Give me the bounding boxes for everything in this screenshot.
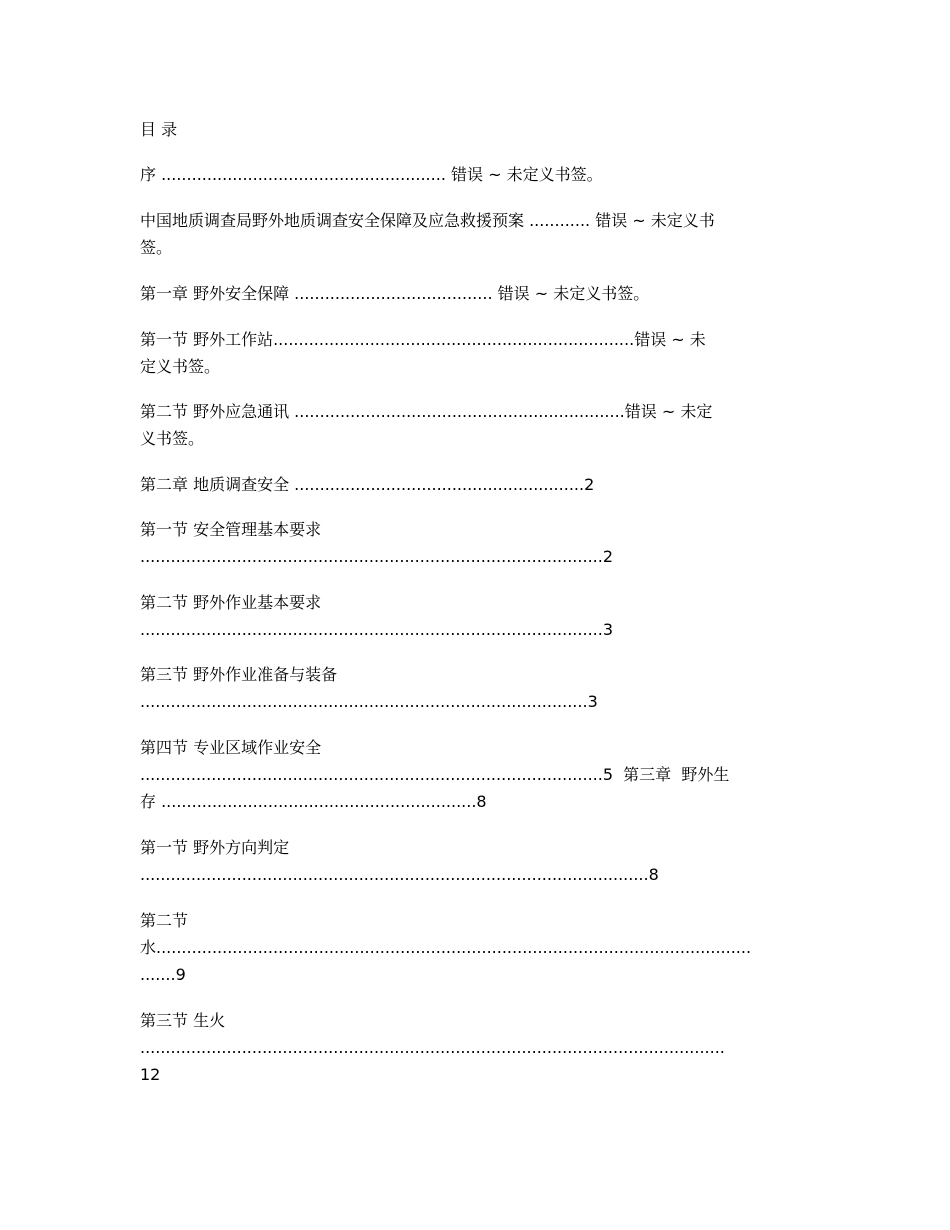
toc-entry-ch3-sec3[interactable]: 第三节 生火 [140, 1011, 226, 1030]
toc-entry-ch3-sec3-leader: ................................................................................................................... [140, 1038, 725, 1057]
toc-entry-chapter3-cont[interactable]: 存 ..............................................................8 [140, 792, 487, 811]
toc-entry-ch1-sec2[interactable]: 第二节 野外应急通讯 .................................................................错误 ~ 未定 [140, 402, 713, 421]
toc-entry-ch3-sec3-page: 12 [140, 1065, 161, 1084]
toc-entry-ch1-sec1-cont: 定义书签。 [140, 357, 221, 376]
toc-entry-ch2-sec1[interactable]: 第一节 安全管理基本要求 [140, 520, 322, 539]
toc-entry-ch2-sec2-leader: ...........................................................................................3 [140, 620, 613, 639]
toc-entry-ch2-sec1-leader: ...........................................................................................2 [140, 547, 613, 566]
toc-heading: 目 录 [140, 120, 178, 139]
toc-entry-ch3-sec2-page: .......9 [140, 965, 186, 984]
toc-entry-ch3-sec1-leader: ....................................................................................................8 [140, 865, 659, 884]
toc-entry-ch3-sec2[interactable]: 第二节 [140, 911, 189, 930]
toc-entry-ch3-sec2-leader: 水..................................................................................................................... [140, 938, 752, 957]
toc-entry-ch1-sec2-cont: 义书签。 [140, 429, 205, 448]
toc-entry-ch3-sec1[interactable]: 第一节 野外方向判定 [140, 838, 290, 857]
toc-entry-ch1-sec1[interactable]: 第一节 野外工作站.......................................................................错误 ~ 未 [140, 330, 706, 349]
toc-entry-ch2-sec3-leader: ........................................................................................3 [140, 692, 598, 711]
toc-entry-chapter2[interactable]: 第二章 地质调查安全 .........................................................2 [140, 475, 595, 494]
toc-entry-preface[interactable]: 序 ........................................................ 错误 ~ 未定义书签。 [140, 165, 603, 184]
toc-entry-ch2-sec3[interactable]: 第三节 野外作业准备与装备 [140, 665, 338, 684]
toc-entry-ch2-sec4-leader-chapter3: ...........................................................................................5 第三章 野外生 [140, 765, 730, 784]
toc-entry-emergency-plan[interactable]: 中国地质调查局野外地质调查安全保障及应急救援预案 ............ 错误 ~ 未定义书 [140, 211, 715, 230]
toc-entry-ch2-sec2[interactable]: 第二节 野外作业基本要求 [140, 593, 322, 612]
toc-entry-emergency-plan-cont: 签。 [140, 238, 173, 257]
toc-entry-ch2-sec4[interactable]: 第四节 专业区域作业安全 [140, 738, 322, 757]
toc-entry-chapter1[interactable]: 第一章 野外安全保障 ....................................... 错误 ~ 未定义书签。 [140, 284, 650, 303]
